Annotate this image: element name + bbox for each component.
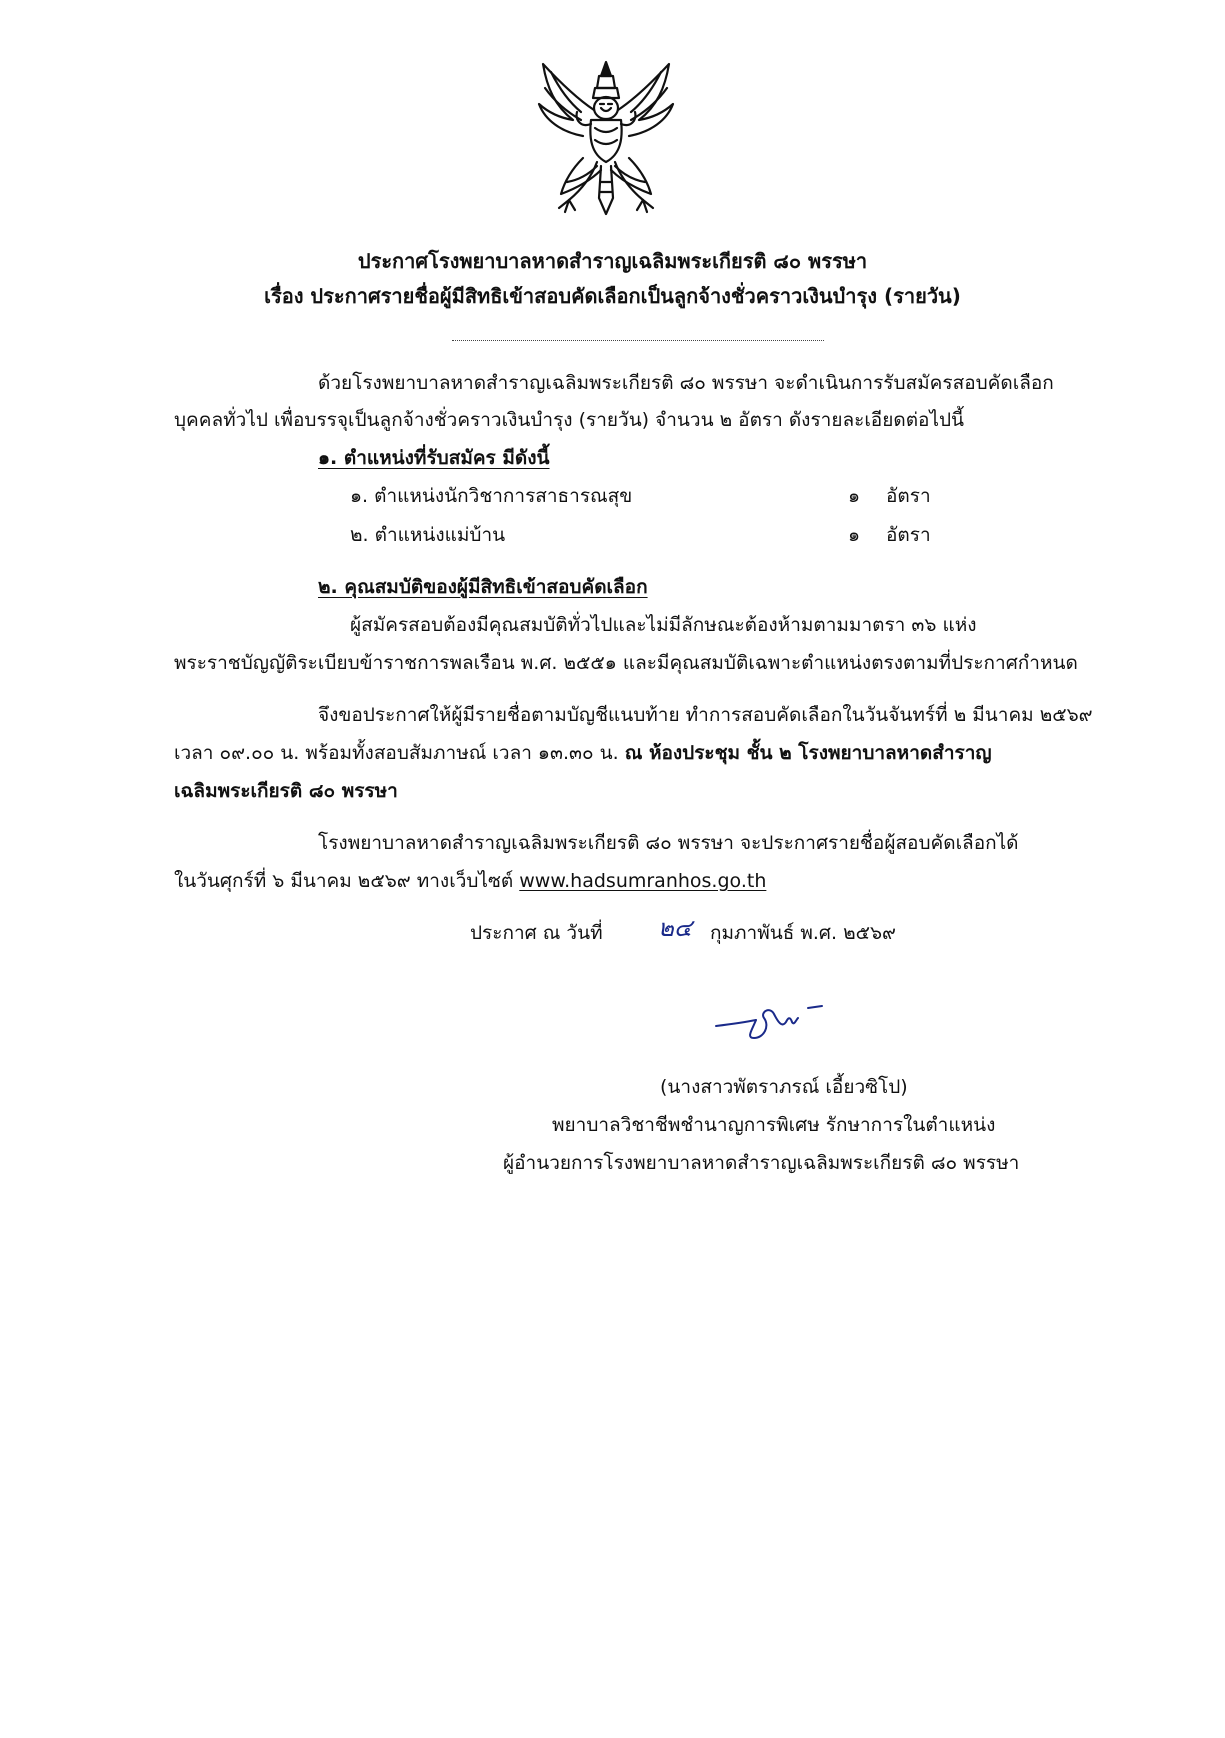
announce-date-day: ๒๔ bbox=[658, 914, 692, 942]
intro-line-2: บุคคลทั่วไป เพื่อบรรจุเป็นลูกจ้างชั่วคราวเงินบำรุง (รายวัน) จำนวน ๒ อัตรา ดังรายละเอียดต่อไปนี้ bbox=[174, 409, 965, 431]
signatory-office: ผู้อำนวยการโรงพยาบาลหาดสำราญเฉลิมพระเกียรติ ๘๐ พรรษา bbox=[503, 1152, 1020, 1174]
results-date-text: ในวันศุกร์ที่ ๖ มีนาคม ๒๕๖๙ ทางเว็บไซต์ bbox=[174, 870, 520, 892]
results-line-1: โรงพยาบาลหาดสำราญเฉลิมพระเกียรติ ๘๐ พรรษา จะประกาศรายชื่อผู้สอบคัดเลือกได้ bbox=[318, 832, 1019, 854]
position-1-unit: อัตรา bbox=[886, 485, 931, 507]
section-2-heading: ๒. คุณสมบัติของผู้มีสิทธิเข้าสอบคัดเลือก bbox=[318, 576, 648, 598]
position-1-count: ๑ bbox=[848, 485, 861, 507]
position-1-label: ๑. ตำแหน่งนักวิชาการสาธารณสุข bbox=[350, 485, 633, 507]
garuda-emblem-icon bbox=[521, 58, 691, 228]
qualification-line-1: ผู้สมัครสอบต้องมีคุณสมบัติทั่วไปและไม่มีลักษณะต้องห้ามตามมาตรา ๓๖ แห่ง bbox=[350, 614, 977, 636]
dotted-divider bbox=[452, 340, 824, 341]
exam-line-1: จึงขอประกาศให้ผู้มีรายชื่อตามบัญชีแนบท้าย ทำการสอบคัดเลือกในวันจันทร์ที่ ๒ มีนาคม ๒๕๖๙ bbox=[318, 704, 1093, 726]
signatory-position: พยาบาลวิชาชีพชำนาญการพิเศษ รักษาการในตำแหน่ง bbox=[552, 1114, 996, 1136]
exam-line-3: เฉลิมพระเกียรติ ๘๐ พรรษา bbox=[174, 780, 398, 802]
announcement-title: ประกาศโรงพยาบาลหาดสำราญเฉลิมพระเกียรติ ๘๐ พรรษา bbox=[357, 249, 868, 273]
website-link[interactable]: www.hadsumranhos.go.th bbox=[519, 870, 767, 892]
signature-icon bbox=[712, 996, 842, 1044]
announcement-subject: เรื่อง ประกาศรายชื่อผู้มีสิทธิเข้าสอบคัดเลือกเป็นลูกจ้างชั่วคราวเงินบำรุง (รายวัน) bbox=[264, 284, 961, 308]
results-line-2 bbox=[174, 866, 766, 896]
position-2-count: ๑ bbox=[848, 524, 861, 546]
exam-line-2 bbox=[174, 738, 992, 768]
signatory-name: (นางสาวพัตราภรณ์ เอี้ยวซิโป) bbox=[660, 1076, 908, 1098]
announce-date-prefix: ประกาศ ณ วันที่ bbox=[470, 922, 603, 944]
intro-line-1: ด้วยโรงพยาบาลหาดสำราญเฉลิมพระเกียรติ ๘๐ พรรษา จะดำเนินการรับสมัครสอบคัดเลือก bbox=[318, 372, 1054, 394]
announce-date-suffix: กุมภาพันธ์ พ.ศ. ๒๕๖๙ bbox=[710, 922, 896, 944]
position-2-label: ๒. ตำแหน่งแม่บ้าน bbox=[350, 524, 506, 546]
section-1-heading: ๑. ตำแหน่งที่รับสมัคร มีดังนี้ bbox=[318, 447, 550, 469]
qualification-line-2: พระราชบัญญัติระเบียบข้าราชการพลเรือน พ.ศ. ๒๕๕๑ และมีคุณสมบัติเฉพาะตำแหน่งตรงตามที่ประกาศกำหนด bbox=[174, 652, 1078, 674]
position-2-unit: อัตรา bbox=[886, 524, 931, 546]
exam-time-text: เวลา ๐๙.๐๐ น. พร้อมทั้งสอบสัมภาษณ์ เวลา ๑๓.๓๐ น. bbox=[174, 742, 625, 764]
exam-venue-text: ณ ห้องประชุม ชั้น ๒ โรงพยาบาลหาดสำราญ bbox=[624, 742, 992, 764]
